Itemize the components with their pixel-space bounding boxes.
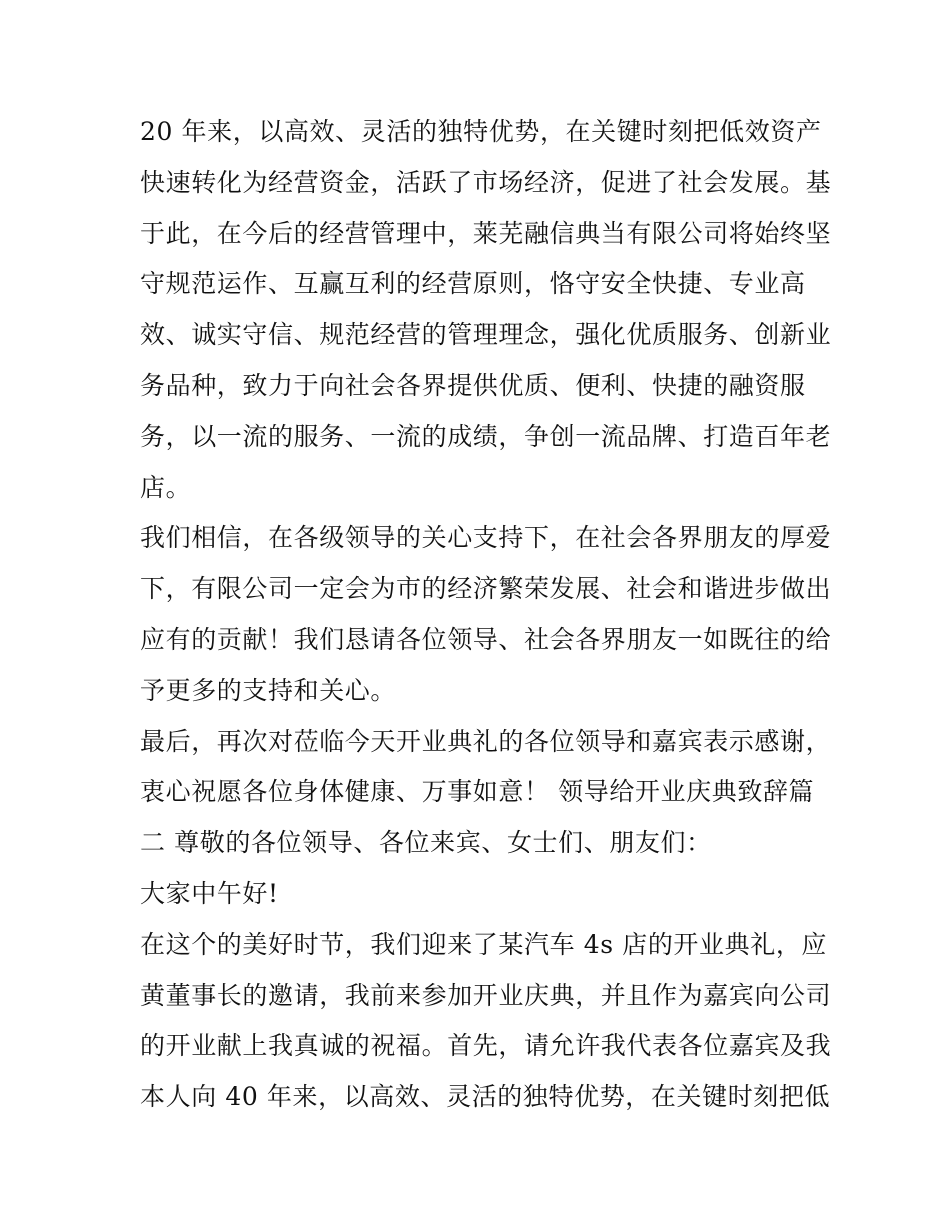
text-line-5: 效、诚实守信、规范经营的管理理念，强化优质服务、创新业 <box>140 320 832 350</box>
text-line-20: 本人向 40 年来，以高效、灵活的独特优势，在关键时刻把低 <box>140 1082 831 1112</box>
text-line-9: 我们相信，在各级领导的关心支持下，在社会各界朋友的厚爱 <box>140 523 832 553</box>
text-line-3: 于此，在今后的经营管理中，莱芜融信典当有限公司将始终坚 <box>140 218 832 248</box>
text-line-12: 予更多的支持和关心。 <box>140 675 397 705</box>
text-line-10: 下，有限公司一定会为市的经济繁荣发展、社会和谐进步做出 <box>140 574 832 604</box>
text-line-6: 务品种，致力于向社会各界提供优质、便利、快捷的融资服 <box>140 370 806 400</box>
text-line-19: 的开业献上我真诚的祝福。首先，请允许我代表各位嘉宾及我 <box>140 1031 832 1061</box>
text-line-4: 守规范运作、互赢互利的经营原则，恪守安全快捷、专业高 <box>140 269 806 299</box>
text-line-13: 最后，再次对莅临今天开业典礼的各位领导和嘉宾表示感谢， <box>140 726 832 756</box>
text-line-2: 快速转化为经营资金，活跃了市场经济，促进了社会发展。基 <box>140 167 832 197</box>
text-line-16: 大家中午好! <box>140 878 279 908</box>
text-line-18: 黄董事长的邀请，我前来参加开业庆典，并且作为嘉宾向公司 <box>140 980 832 1010</box>
text-line-1: 20 年来，以高效、灵活的独特优势，在关键时刻把低效资产 <box>140 117 822 146</box>
text-line-17: 在这个的美好时节，我们迎来了某汽车 4s 店的开业典礼，应 <box>140 929 828 959</box>
text-line-14: 衷心祝愿各位身体健康、万事如意！ 领导给开业庆典致辞篇 <box>140 777 815 807</box>
text-line-7: 务，以一流的服务、一流的成绩，争创一流品牌、打造百年老 <box>140 421 832 451</box>
text-line-15: 二 尊敬的各位领导、各位来宾、女士们、朋友们： <box>140 828 712 858</box>
text-line-11: 应有的贡献！我们恳请各位领导、社会各界朋友一如既往的给 <box>140 624 832 654</box>
document-body <box>140 107 832 1123</box>
text-line-8: 店。 <box>140 472 192 502</box>
